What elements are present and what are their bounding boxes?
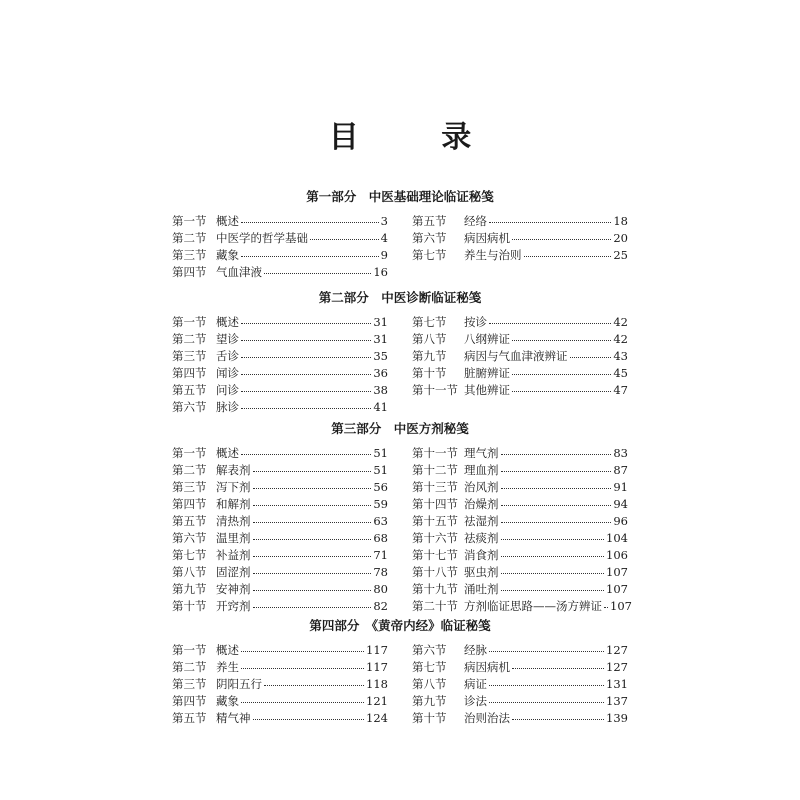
- section-number: 第三节: [172, 480, 207, 494]
- dot-leader: [512, 667, 604, 669]
- section-title: 脉诊: [216, 400, 239, 414]
- dot-leader: [253, 521, 372, 523]
- toc-entry[interactable]: [412, 513, 628, 530]
- page-number: 96: [613, 514, 628, 528]
- section-number: 第一节: [172, 446, 207, 460]
- section-number: 第八节: [172, 565, 207, 579]
- section-title: 安神剂: [216, 582, 251, 596]
- dot-leader: [489, 650, 604, 652]
- toc-column-right: [412, 445, 632, 615]
- toc-entry[interactable]: [412, 213, 628, 230]
- toc-entry[interactable]: [412, 693, 628, 710]
- toc-entry[interactable]: [412, 462, 628, 479]
- dot-leader: [253, 718, 365, 720]
- dot-leader: [489, 322, 611, 324]
- page-number: 83: [613, 446, 628, 460]
- section-title: 解表剂: [216, 463, 251, 477]
- toc-entry[interactable]: [172, 530, 388, 547]
- section-number: 第七节: [412, 248, 447, 262]
- section-number: 第十九节: [412, 582, 458, 596]
- toc-column-right: [412, 213, 628, 264]
- toc-entry[interactable]: [412, 247, 628, 264]
- section-number: 第一节: [172, 643, 207, 657]
- section-number: 第八节: [412, 677, 447, 691]
- section-title: 固涩剂: [216, 565, 251, 579]
- page-number: 47: [613, 383, 628, 397]
- toc-entry[interactable]: [172, 213, 388, 230]
- section-title: 病证: [464, 677, 487, 691]
- toc-entry[interactable]: [172, 693, 388, 710]
- page-number: 80: [373, 582, 388, 596]
- page-number: 131: [606, 677, 628, 691]
- toc-entry[interactable]: [412, 348, 628, 365]
- part-heading: 第一部分 中医基础理论临证秘笺: [306, 189, 494, 204]
- toc-entry[interactable]: [172, 659, 388, 676]
- toc-entry[interactable]: [412, 331, 628, 348]
- page-number: 42: [613, 332, 628, 346]
- page-number: 71: [373, 548, 388, 562]
- dot-leader: [253, 589, 372, 591]
- page-number: 118: [366, 677, 388, 691]
- dot-leader: [253, 470, 372, 472]
- section-title: 祛湿剂: [464, 514, 499, 528]
- toc-entry[interactable]: [172, 331, 388, 348]
- section-number: 第二节: [172, 660, 207, 674]
- section-number: 第十六节: [412, 531, 458, 545]
- dot-leader: [241, 407, 371, 409]
- page-number: 42: [613, 315, 628, 329]
- dot-leader: [241, 373, 371, 375]
- section-number: 第九节: [412, 349, 447, 363]
- toc-entry[interactable]: [172, 513, 388, 530]
- dot-leader: [501, 487, 612, 489]
- toc-entry[interactable]: [172, 642, 388, 659]
- page-number: 36: [373, 366, 388, 380]
- section-title: 祛痰剂: [464, 531, 499, 545]
- dot-leader: [501, 521, 612, 523]
- dot-leader: [241, 339, 371, 341]
- dot-leader: [241, 356, 371, 358]
- dot-leader: [512, 718, 604, 720]
- toc-entry[interactable]: [172, 247, 388, 264]
- section-title: 八纲辨证: [464, 332, 510, 346]
- section-title: 气血津液: [216, 265, 262, 279]
- section-title: 藏象: [216, 694, 239, 708]
- section-number: 第六节: [412, 643, 447, 657]
- page-number: 127: [606, 660, 628, 674]
- section-title: 精气神: [216, 711, 251, 725]
- page-number: 35: [373, 349, 388, 363]
- dot-leader: [253, 487, 372, 489]
- page-number: 4: [380, 231, 388, 245]
- toc-entry[interactable]: [412, 479, 628, 496]
- page-number: 9: [380, 248, 388, 262]
- section-title: 病因病机: [464, 231, 510, 245]
- dot-leader: [489, 221, 611, 223]
- dot-leader: [489, 684, 604, 686]
- toc-entry[interactable]: [172, 348, 388, 365]
- toc-entry[interactable]: [172, 479, 388, 496]
- toc-entry[interactable]: [412, 314, 628, 331]
- page-number: 20: [613, 231, 628, 245]
- section-title: 其他辨证: [464, 383, 510, 397]
- dot-leader: [512, 390, 611, 392]
- page-number: 25: [613, 248, 628, 262]
- toc-entry[interactable]: [172, 710, 388, 727]
- section-title: 温里剂: [216, 531, 251, 545]
- section-title: 脏腑辨证: [464, 366, 510, 380]
- page-number: 107: [606, 582, 628, 596]
- page-number: 18: [613, 214, 628, 228]
- page-number: 3: [380, 214, 388, 228]
- page-number: 51: [373, 463, 388, 477]
- toc-entry[interactable]: [412, 659, 628, 676]
- toc-entry[interactable]: [172, 598, 388, 615]
- page-number: 56: [373, 480, 388, 494]
- section-title: 治则治法: [464, 711, 510, 725]
- toc-column-right: [412, 642, 628, 727]
- dot-leader: [501, 504, 612, 506]
- toc-entry[interactable]: [412, 581, 628, 598]
- toc-entry[interactable]: [412, 710, 628, 727]
- section-number: 第七节: [412, 660, 447, 674]
- section-title: 问诊: [216, 383, 239, 397]
- page-number: 94: [613, 497, 628, 511]
- section-number: 第二十节: [412, 599, 458, 613]
- section-number: 第二节: [172, 231, 207, 245]
- dot-leader: [489, 701, 604, 703]
- dot-leader: [241, 255, 379, 257]
- section-number: 第六节: [412, 231, 447, 245]
- toc-entry[interactable]: [172, 264, 388, 281]
- section-number: 第七节: [172, 548, 207, 562]
- page-number: 104: [606, 531, 628, 545]
- section-number: 第十四节: [412, 497, 458, 511]
- dot-leader: [253, 538, 372, 540]
- dot-leader: [501, 572, 605, 574]
- toc-column-left: [172, 445, 388, 615]
- dot-leader: [241, 221, 379, 223]
- dot-leader: [570, 356, 612, 358]
- section-number: 第三节: [172, 349, 207, 363]
- dot-leader: [241, 453, 371, 455]
- section-title: 泻下剂: [216, 480, 251, 494]
- toc-column-left: [172, 213, 388, 281]
- section-number: 第十节: [172, 599, 207, 613]
- section-title: 诊法: [464, 694, 487, 708]
- section-title: 养生与治则: [464, 248, 522, 262]
- page-number: 45: [613, 366, 628, 380]
- section-number: 第二节: [172, 463, 207, 477]
- section-title: 治风剂: [464, 480, 499, 494]
- section-title: 概述: [216, 214, 239, 228]
- toc-entry[interactable]: [172, 676, 388, 693]
- dot-leader: [241, 667, 364, 669]
- section-number: 第五节: [172, 514, 207, 528]
- dot-leader: [241, 701, 364, 703]
- page-number: 124: [366, 711, 388, 725]
- toc-part: [172, 420, 632, 613]
- section-number: 第六节: [172, 531, 207, 545]
- page-number: 68: [373, 531, 388, 545]
- toc-entry[interactable]: [412, 445, 628, 462]
- section-title: 闻诊: [216, 366, 239, 380]
- section-number: 第六节: [172, 400, 207, 414]
- dot-leader: [241, 390, 371, 392]
- page-number: 51: [373, 446, 388, 460]
- section-number: 第四节: [172, 497, 207, 511]
- section-number: 第三节: [172, 677, 207, 691]
- section-title: 治燥剂: [464, 497, 499, 511]
- toc-entry[interactable]: [172, 445, 388, 462]
- toc-entry[interactable]: [412, 676, 628, 693]
- section-title: 消食剂: [464, 548, 499, 562]
- dot-leader: [501, 453, 612, 455]
- toc-part: [172, 617, 628, 725]
- page-number: 137: [606, 694, 628, 708]
- dot-leader: [253, 504, 372, 506]
- toc-entry[interactable]: [172, 314, 388, 331]
- dot-leader: [501, 470, 612, 472]
- section-title: 经脉: [464, 643, 487, 657]
- section-title: 理血剂: [464, 463, 499, 477]
- dot-leader: [264, 272, 371, 274]
- toc-entry[interactable]: [172, 382, 388, 399]
- page-number: 82: [373, 599, 388, 613]
- section-number: 第十五节: [412, 514, 458, 528]
- section-number: 第十七节: [412, 548, 458, 562]
- section-number: 第五节: [172, 711, 207, 725]
- section-number: 第九节: [412, 694, 447, 708]
- toc-entry[interactable]: [412, 496, 628, 513]
- toc-entry[interactable]: [172, 547, 388, 564]
- toc-entry[interactable]: [172, 462, 388, 479]
- toc-part: [172, 188, 628, 279]
- section-title: 涌吐剂: [464, 582, 499, 596]
- page-number: 107: [606, 565, 628, 579]
- dot-leader: [241, 650, 364, 652]
- section-title: 概述: [216, 643, 239, 657]
- section-number: 第十八节: [412, 565, 458, 579]
- section-number: 第十一节: [412, 383, 458, 397]
- section-title: 和解剂: [216, 497, 251, 511]
- page-number: 91: [613, 480, 628, 494]
- page-number: 127: [606, 643, 628, 657]
- section-number: 第四节: [172, 265, 207, 279]
- page-number: 117: [366, 660, 388, 674]
- part-heading: 第四部分 《黄帝内经》临证秘笺: [309, 618, 491, 633]
- toc-entry[interactable]: [172, 230, 388, 247]
- section-number: 第八节: [412, 332, 447, 346]
- section-number: 第七节: [412, 315, 447, 329]
- section-number: 第十二节: [412, 463, 458, 477]
- toc-entry[interactable]: [172, 365, 388, 382]
- section-title: 理气剂: [464, 446, 499, 460]
- page-number: 41: [373, 400, 388, 414]
- dot-leader: [604, 606, 608, 608]
- toc-entry[interactable]: [412, 230, 628, 247]
- page-number: 31: [373, 315, 388, 329]
- section-title: 清热剂: [216, 514, 251, 528]
- toc-column-left: [172, 642, 388, 727]
- toc-entry[interactable]: [412, 382, 628, 399]
- section-number: 第五节: [172, 383, 207, 397]
- section-number: 第五节: [412, 214, 447, 228]
- page-number: 87: [613, 463, 628, 477]
- page-number: 117: [366, 643, 388, 657]
- dot-leader: [501, 555, 605, 557]
- section-title: 阴阳五行: [216, 677, 262, 691]
- page-number: 121: [366, 694, 388, 708]
- toc-entry[interactable]: [172, 564, 388, 581]
- section-title: 望诊: [216, 332, 239, 346]
- section-number: 第九节: [172, 582, 207, 596]
- toc-entry[interactable]: [412, 642, 628, 659]
- dot-leader: [241, 322, 371, 324]
- toc-entry[interactable]: [412, 598, 632, 615]
- section-number: 第四节: [172, 694, 207, 708]
- part-heading: 第三部分 中医方剂秘笺: [331, 421, 469, 436]
- page-number: 16: [373, 265, 388, 279]
- page-number: 139: [606, 711, 628, 725]
- dot-leader: [264, 684, 364, 686]
- page-number: 106: [606, 548, 628, 562]
- toc-entry[interactable]: [412, 547, 628, 564]
- section-title: 补益剂: [216, 548, 251, 562]
- section-number: 第十节: [412, 366, 447, 380]
- section-title: 经络: [464, 214, 487, 228]
- toc-entry[interactable]: [412, 564, 628, 581]
- page-number: 31: [373, 332, 388, 346]
- page-number: 78: [373, 565, 388, 579]
- toc-column-left: [172, 314, 388, 416]
- section-title: 概述: [216, 315, 239, 329]
- dot-leader: [253, 606, 372, 608]
- section-title: 开窍剂: [216, 599, 251, 613]
- dot-leader: [501, 538, 605, 540]
- dot-leader: [253, 572, 372, 574]
- section-number: 第一节: [172, 315, 207, 329]
- section-title: 驱虫剂: [464, 565, 499, 579]
- section-title: 养生: [216, 660, 239, 674]
- toc-column-right: [412, 314, 628, 399]
- section-number: 第四节: [172, 366, 207, 380]
- section-number: 第三节: [172, 248, 207, 262]
- dot-leader: [310, 238, 379, 240]
- toc-entry[interactable]: [172, 496, 388, 513]
- page-number: 107: [610, 599, 632, 613]
- toc-entry[interactable]: [412, 365, 628, 382]
- part-heading: 第二部分 中医诊断临证秘笺: [318, 290, 482, 305]
- section-number: 第十三节: [412, 480, 458, 494]
- dot-leader: [512, 339, 611, 341]
- page-number: 63: [373, 514, 388, 528]
- section-title: 中医学的哲学基础: [216, 231, 308, 245]
- section-number: 第十一节: [412, 446, 458, 460]
- dot-leader: [512, 238, 611, 240]
- section-title: 按诊: [464, 315, 487, 329]
- dot-leader: [512, 373, 611, 375]
- page-number: 38: [373, 383, 388, 397]
- dot-leader: [253, 555, 372, 557]
- section-title: 病因与气血津液辨证: [464, 349, 568, 363]
- page-number: 43: [613, 349, 628, 363]
- section-title: 概述: [216, 446, 239, 460]
- toc-entry[interactable]: [412, 530, 628, 547]
- section-title: 藏象: [216, 248, 239, 262]
- dot-leader: [501, 589, 605, 591]
- section-title: 舌诊: [216, 349, 239, 363]
- page-number: 59: [373, 497, 388, 511]
- dot-leader: [524, 255, 612, 257]
- toc-part: [172, 289, 628, 414]
- page-title: 目 录: [328, 120, 508, 155]
- section-title: 方剂临证思路——汤方辨证: [464, 599, 602, 613]
- section-title: 病因病机: [464, 660, 510, 674]
- section-number: 第十节: [412, 711, 447, 725]
- section-number: 第一节: [172, 214, 207, 228]
- toc-entry[interactable]: [172, 581, 388, 598]
- toc-entry[interactable]: [172, 399, 388, 416]
- section-number: 第二节: [172, 332, 207, 346]
